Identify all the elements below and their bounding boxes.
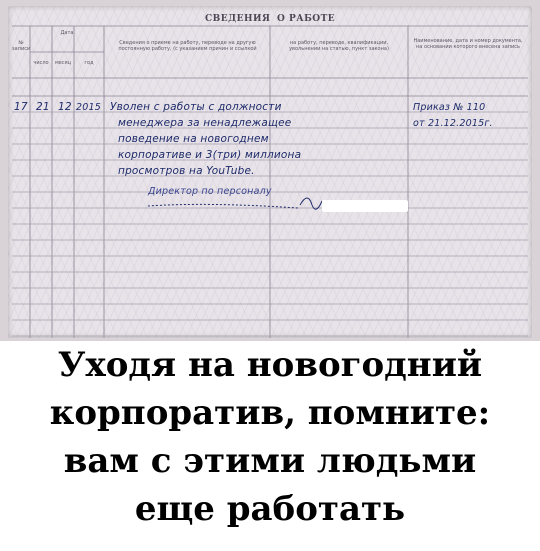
- caption-block: [0, 341, 540, 551]
- caption-line-4: еще работать: [134, 489, 406, 529]
- redaction-patch: [322, 200, 408, 212]
- signature-line: Директор по персоналу: [148, 186, 272, 197]
- order-line-1: Приказ № 110: [413, 102, 486, 113]
- col-date: Дата: [60, 30, 74, 36]
- entry-line-2: менеджера за ненадлежащее: [118, 117, 292, 129]
- order-line-2: от 21.12.2015г.: [413, 118, 493, 129]
- col-day: число: [33, 60, 49, 66]
- col-year: год: [84, 60, 94, 66]
- col-month: месяц: [54, 60, 71, 66]
- entry-day: 21: [36, 101, 50, 113]
- caption-line-3: вам с этими людьми: [63, 441, 477, 481]
- entry-line-3: поведение на новогоднем: [118, 133, 269, 145]
- caption-line-1: Уходя на новогодний: [57, 345, 483, 385]
- header-right: О РАБОТЕ: [277, 14, 336, 24]
- entry-month: 12: [58, 101, 72, 113]
- col-record-no: № записи: [12, 40, 31, 52]
- entry-line-1: Уволен с работы с должности: [110, 101, 282, 113]
- caption-line-2: корпоратив, помните:: [49, 393, 491, 433]
- col-hire-info: Сведения о приеме на работу, переводе на другую постоянную работу, (с указанием причин и ссылкой: [118, 40, 257, 52]
- entry-record-no: 17: [14, 101, 28, 113]
- entry-line-5: просмотров на YouTube.: [118, 165, 255, 177]
- entry-line-4: корпоративе и 3(три) миллиона: [118, 149, 302, 161]
- col-qualification-info: на работу, переводе, квалификации, увольнении на статью, пункт закона): [289, 40, 389, 52]
- col-basis: Наименование, дата и номер документа, на основании которого внесена запись: [413, 38, 523, 50]
- entry-year: 2015: [76, 102, 101, 113]
- header-left: СВЕДЕНИЯ: [205, 14, 271, 24]
